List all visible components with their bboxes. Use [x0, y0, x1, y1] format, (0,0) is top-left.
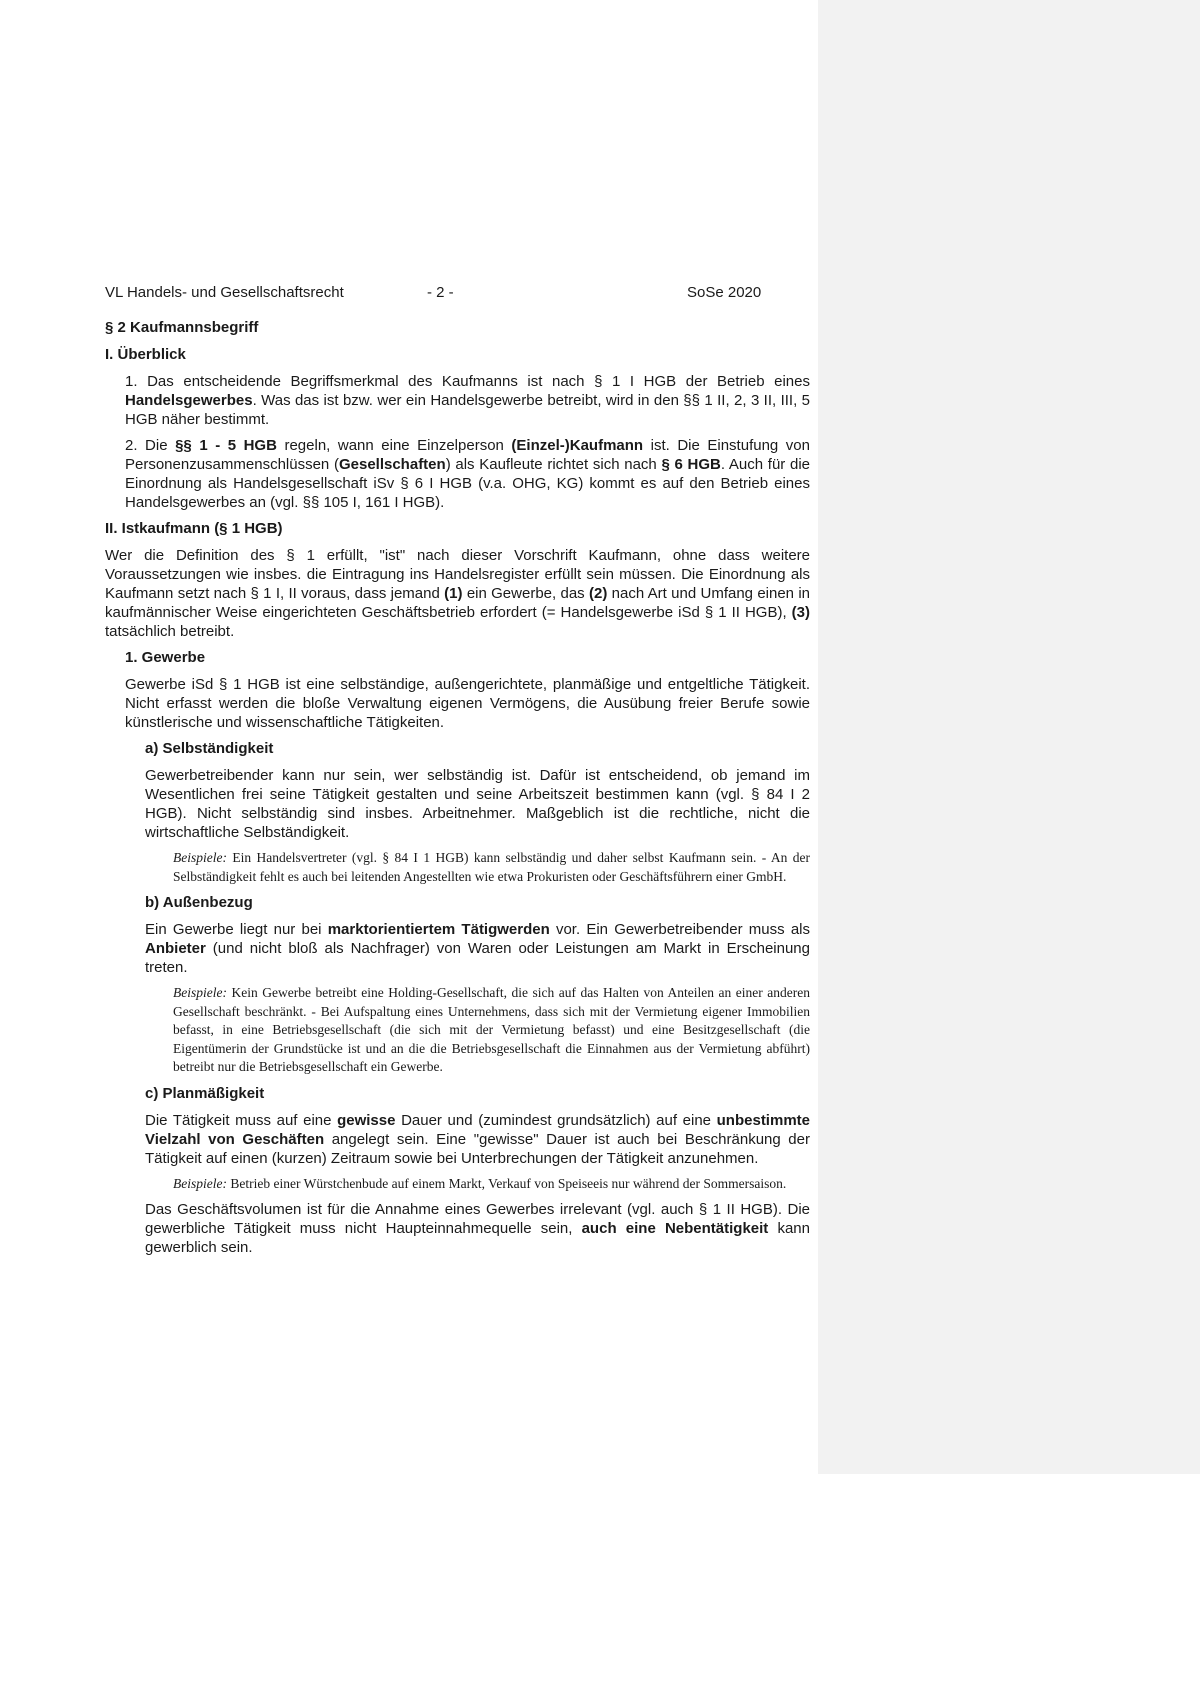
gewerbe-heading: 1. Gewerbe — [125, 649, 206, 666]
example-selbstaendigkeit: Beispiele: Ein Handelsvertreter (vgl. § 84 I 1 HGB) kann selbständig und daher selbst Kaufmann sein. - An der Selbständigkeit fehlt es auch bei leitenden Angestellten wie etwa Prokuristen oder Geschäftsführern einer GmbH. — [173, 850, 810, 884]
paragraph-selbstaendigkeit: Gewerbetreibender kann nur sein, wer selbständig ist. Dafür ist entscheidend, ob jemand im Wesentlichen frei seine Tätigkeit gestalten und seine Arbeitszeit bestimmen kann (vgl. § 84 I 2 HGB). Nicht selbständig sind insbes. Arbeitnehmer. Maßgeblich ist die rechtliche, nicht die wirtschaftliche Selbständigkeit. — [145, 767, 810, 841]
aussenbezug-heading: b) Außenbezug — [145, 894, 253, 911]
document-body — [105, 318, 810, 1264]
example-aussenbezug: Beispiele: Kein Gewerbe betreibt eine Holding-Gesellschaft, die sich auf das Halten von Anteilen an einer anderen Gesellschaft beschränkt. - Bei Aufspaltung eines Unternehmens, dass sich mit der Vermietung eigener Immobilien befasst, in eine Betriebsgesellschaft (die sich mit der Vermietung befasst) und eine Besitzgesellschaft (die Eigentümerin der Grundstücke ist und an die die Betriebsgesellschaft die Einnahmen aus der Vermietung abführt) betreibt nur die Betriebsgesellschaft ein Gewerbe. — [173, 985, 810, 1074]
paragraph-overview-2: 2. Die §§ 1 - 5 HGB regeln, wann eine Einzelperson (Einzel-)Kaufmann ist. Die Einstufung von Personenzusammenschlüssen (Gesellschaften) als Kaufleute richtet sich nach § 6 HGB. Auch für die Einordnung als Handelsgesellschaft iSv § 6 I HGB (v.a. OHG, KG) kommt es auf den Betrieb eines Handelsgewerbes an (vgl. §§ 105 I, 161 I HGB). — [125, 437, 810, 511]
section-title: § 2 Kaufmannsbegriff — [105, 319, 259, 336]
paragraph-planmaessigkeit: Die Tätigkeit muss auf eine gewisse Dauer und (zumindest grundsätzlich) auf eine unbestimmte Vielzahl von Geschäften angelegt sein. Eine "gewisse" Dauer ist auch bei Beschränkung der Tätigkeit auf einen (kurzen) Zeitraum sowie bei Unterbrechungen der Tätigkeit anzunehmen. — [145, 1111, 810, 1167]
selbstaendigkeit-heading: a) Selbständigkeit — [145, 740, 274, 757]
paragraph-geschaeftsvolumen: Das Geschäftsvolumen ist für die Annahme eines Gewerbes irrelevant (vgl. auch § 1 II HGB). Die gewerbliche Tätigkeit muss nicht Haupteinnahmequelle sein, auch eine Nebentätigkeit kann gewerblich sein. — [145, 1201, 810, 1256]
page-header — [105, 284, 810, 306]
subsection-istkaufmann-heading: II. Istkaufmann (§ 1 HGB) — [105, 520, 283, 537]
header-course-title: VL Handels- und Gesellschaftsrecht — [105, 284, 344, 301]
example-planmaessigkeit: Beispiele: Betrieb einer Würstchenbude auf einem Markt, Verkauf von Speiseeis nur während der Sommersaison. — [173, 1175, 787, 1191]
paragraph-istkaufmann: Wer die Definition des § 1 erfüllt, "ist" nach dieser Vorschrift Kaufmann, ohne dass weitere Voraussetzungen wie insbes. die Eintragung ins Handelsregister erfüllt sein müssen. Die Einordnung als Kaufmann setzt nach § 1 I, II voraus, dass jemand (1) ein Gewerbe, das (2) nach Art und Umfang einen in kaufmännischer Weise eingerichteten Geschäftsbetrieb erfordert (= Handelsgewerbe iSd § 1 II HGB), (3) tatsächlich betreibt. — [105, 547, 811, 640]
planmaessigkeit-heading: c) Planmäßigkeit — [145, 1084, 265, 1102]
header-semester: SoSe 2020 — [687, 284, 762, 301]
subsection-overview-heading: I. Überblick — [105, 346, 186, 363]
header-page-number: - 2 - — [427, 284, 454, 301]
paragraph-gewerbe-definition: Gewerbe iSd § 1 HGB ist eine selbständige, außengerichtete, planmäßige und entgeltliche Tätigkeit. Nicht erfasst werden die bloße Verwaltung eigenen Vermögens, die Ausübung freier Berufe sowie künstlerische und wissenschaftliche Tätigkeiten. — [125, 676, 810, 731]
paragraph-aussenbezug: Ein Gewerbe liegt nur bei marktorientiertem Tätigwerden vor. Ein Gewerbetreibender muss als Anbieter (und nicht bloß als Nachfrager) von Waren oder Leistungen am Markt in Erscheinung treten. — [145, 921, 810, 976]
paragraph-overview-1: 1. Das entscheidende Begriffsmerkmal des Kaufmanns ist nach § 1 I HGB der Betrieb eines Handelsgewerbes. Was das ist bzw. wer ein Handelsgewerbe betreibt, wird in den §§ 1 II, 2, 3 II, III, 5 HGB näher bestimmt. — [125, 373, 810, 428]
comment-margin-pane — [818, 0, 1200, 1474]
